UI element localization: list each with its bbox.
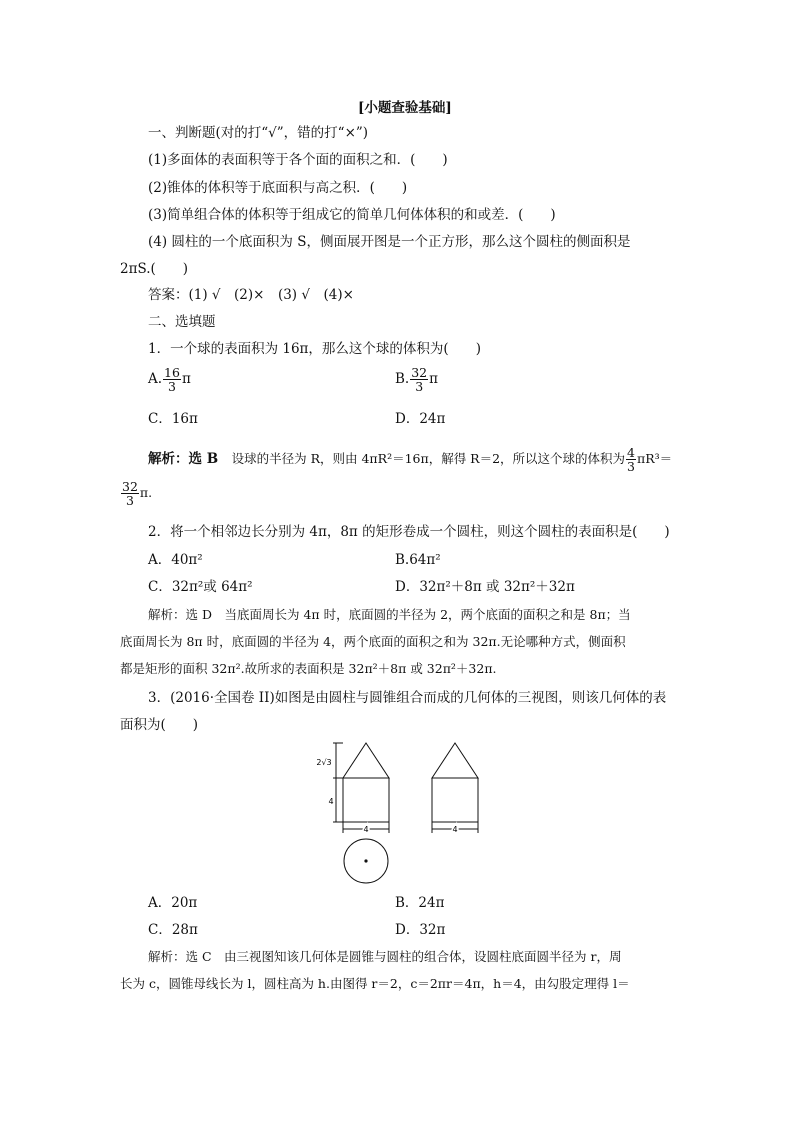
cone-height-label: 2√3	[316, 758, 332, 767]
top-view-center-dot	[364, 859, 367, 862]
p3-option-a: A．20π	[148, 895, 198, 911]
p2-stem: 2．将一个相邻边长分别为 4π，8π 的矩形卷成一个圆柱，则这个圆柱的表面积是( )	[148, 524, 670, 540]
section2-title: 二、选填题	[148, 314, 216, 330]
p2-option-a: A．40π²	[148, 552, 203, 568]
p2-solution-line1: 解析：选 D 当底面周长为 4π 时，底面圆的半径为 2，两个底面的面积之和是 8π；当	[148, 607, 631, 622]
p1-option-a: A. $\frac{16}{3}$ π	[148, 365, 191, 394]
side-width-label: 4	[452, 825, 458, 834]
judge-q4-line2: 2πS.( )	[120, 261, 189, 277]
p2-option-c: C．32π²或 64π²	[148, 579, 253, 595]
p2-solution-line2: 底面周长为 8π 时，底面圆的半径为 4，两个底面的面积之和为 32π.无论哪种方式，侧面积	[120, 634, 626, 649]
p2-option-d: D．32π²＋8π 或 32π²＋32π	[395, 579, 575, 595]
section1-title: 一、判断题(对的打“√”，错的打“×”)	[148, 125, 369, 141]
three-view-figure	[316, 738, 490, 888]
judge-q2: (2)锥体的体积等于底面积与高之积．( )	[148, 180, 408, 196]
p3-stem-line1: 3．(2016·全国卷 II)如图是由圆柱与圆锥组合而成的几何体的三视图，则该几何体的表	[148, 690, 667, 706]
p2-solution-line3: 都是矩形的面积 32π².故所求的表面积是 32π²＋8π 或 32π²＋32π.	[120, 661, 497, 676]
side-view-cone	[432, 743, 478, 778]
p1-option-c: C．16π	[148, 411, 198, 427]
side-view-cylinder	[432, 778, 478, 822]
p3-option-b: B．24π	[395, 895, 445, 911]
judge-q1: (1)多面体的表面积等于各个面的面积之和．( )	[148, 152, 448, 168]
front-width-label: 4	[363, 825, 369, 834]
p1-solution-line2: $\frac{32}{3}$ π.	[122, 479, 153, 508]
p1-option-d: D．24π	[395, 411, 446, 427]
judge-answer: 答案：(1) √ (2)× (3) √ (4)×	[148, 287, 354, 303]
p3-stem-line2: 面积为( )	[120, 717, 199, 733]
cylinder-height-label: 4	[328, 797, 334, 806]
p2-option-b: B.64π²	[395, 552, 441, 568]
p1-solution-line1: 解析：选 B 设球的半径为 R，则由 4πR²＝16π，解得 R＝2，所以这个球的体积为 $\frac{4}{3}$ πR³＝	[148, 445, 673, 474]
p3-option-d: D．32π	[395, 922, 446, 938]
judge-q3: (3)简单组合体的体积等于组成它的简单几何体体积的和或差．( )	[148, 207, 556, 223]
front-view-cylinder	[343, 778, 389, 822]
judge-q4-line1: (4) 圆柱的一个底面积为 S，侧面展开图是一个正方形，那么这个圆柱的侧面积是	[148, 234, 631, 250]
p3-solution-line1: 解析：选 C 由三视图知该几何体是圆锥与圆柱的组合体，设圆柱底面圆半径为 r，周	[148, 949, 622, 964]
p3-solution-line2: 长为 c，圆锥母线长为 l，圆柱高为 h.由图得 r＝2，c＝2πr＝4π，h＝4，由勾股定理得 l＝	[120, 976, 630, 991]
p3-option-c: C．28π	[148, 922, 198, 938]
front-view-cone	[343, 743, 389, 778]
section-heading: [小题查验基础]	[358, 100, 452, 116]
p1-option-b: B. $\frac{32}{3}$ π	[395, 365, 438, 394]
p1-stem: 1．一个球的表面积为 16π，那么这个球的体积为( )	[148, 341, 481, 357]
